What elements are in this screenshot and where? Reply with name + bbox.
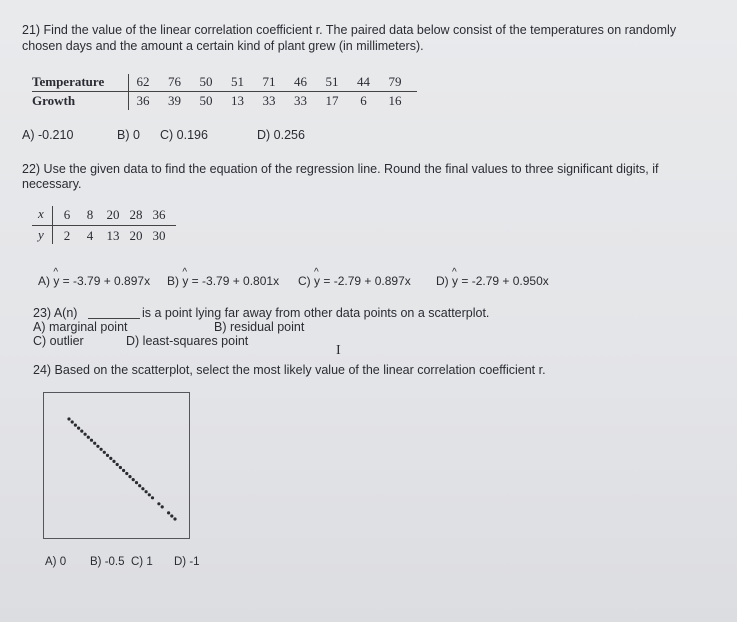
- q21-growth-value: 50: [199, 93, 213, 108]
- q24-choice-b[interactable]: B) -0.5: [90, 556, 125, 568]
- scatter-point: [112, 460, 115, 463]
- scatter-point: [173, 517, 176, 520]
- scatter-point: [128, 475, 131, 478]
- q24-choice-a[interactable]: A) 0: [45, 556, 67, 568]
- q21-growth-value: 33: [262, 93, 276, 108]
- q21-temperature-value: 50: [199, 74, 213, 89]
- q23-prompt-end: is a point lying far away from other data points on a scatterplot.: [142, 306, 490, 320]
- scatter-point: [106, 454, 109, 457]
- q24-prompt: 24) Based on the scatterplot, select the most likely value of the linear correlation coefficient r.: [33, 363, 546, 377]
- q22-choice-c-label: C): [298, 274, 311, 288]
- q24-choice-d[interactable]: D) -1: [174, 556, 200, 568]
- scatter-point: [132, 478, 135, 481]
- q22-choice-a-label: A): [38, 274, 50, 288]
- scatter-point: [125, 472, 128, 475]
- q21-prompt-line2: chosen days and the amount a certain kind of plant grew (in millimeters).: [22, 39, 424, 53]
- scatter-point: [87, 436, 90, 439]
- q22-x-value: 20: [106, 207, 120, 222]
- q22-choice-b-equation: ^ y = -3.79 + 0.801x: [182, 274, 279, 289]
- q21-temperature-value: 51: [325, 74, 339, 89]
- scatter-point: [71, 420, 74, 423]
- scatter-point: [141, 487, 144, 490]
- q21-choice-a[interactable]: A) -0.210: [22, 128, 74, 142]
- q21-growth-value: 39: [168, 93, 181, 108]
- q22-choice-c-equation: ^ y = -2.79 + 0.897x: [314, 274, 411, 289]
- q22-choice-b[interactable]: [167, 274, 279, 289]
- q22-choice-d-label: D): [436, 274, 449, 288]
- q23-prompt-start: 23) A(n): [33, 306, 78, 320]
- q22-x-value: 28: [129, 207, 143, 222]
- q21-choice-d[interactable]: D) 0.256: [257, 128, 305, 142]
- q21-data-table: [32, 74, 417, 114]
- q21-growth-value: 13: [231, 93, 244, 108]
- q22-x-value: 6: [63, 207, 71, 222]
- q22-choice-b-label: B): [167, 274, 179, 288]
- scatter-point: [145, 490, 148, 493]
- scatter-point: [151, 496, 154, 499]
- scatter-point: [84, 433, 87, 436]
- q21-temperature-value: 62: [136, 74, 150, 89]
- q22-x-label: x: [38, 206, 44, 221]
- scatter-point: [93, 442, 96, 445]
- scatter-point: [119, 466, 122, 469]
- q23-answer-blank[interactable]: [88, 318, 140, 319]
- q21-growth-value: 6: [360, 93, 367, 108]
- scatter-point: [100, 448, 103, 451]
- q22-table-divider: [32, 225, 176, 226]
- q22-choice-a-equation: ^ y = -3.79 + 0.897x: [53, 274, 150, 289]
- q21-row-label-growth: Growth: [32, 93, 76, 108]
- q22-choice-a[interactable]: [38, 274, 150, 289]
- q24-scatterplot: [43, 392, 190, 539]
- q21-temperature-value: 51: [231, 74, 244, 89]
- scatter-point: [67, 417, 70, 420]
- scatter-point: [122, 469, 125, 472]
- scatter-point: [77, 427, 80, 430]
- scatter-point: [135, 481, 138, 484]
- q22-y-value: 13: [106, 228, 120, 243]
- q24-scatterplot-svg: [44, 393, 188, 537]
- q21-temperature-value: 46: [294, 74, 307, 89]
- q21-choice-b[interactable]: B) 0: [117, 128, 140, 142]
- scatter-point: [148, 493, 151, 496]
- scatter-point: [74, 424, 77, 427]
- q22-y-value: 20: [129, 228, 143, 243]
- q22-table-vline: [52, 206, 53, 244]
- q21-row-label-temperature: Temperature: [32, 74, 105, 89]
- q21-growth-value: 33: [294, 93, 307, 108]
- scatter-point: [80, 430, 83, 433]
- scatter-point: [161, 505, 164, 508]
- q22-x-value: 8: [86, 207, 94, 222]
- scatter-point: [90, 439, 93, 442]
- q21-temperature-value: 79: [388, 74, 402, 89]
- q22-prompt-line2: necessary.: [22, 177, 82, 191]
- q22-choice-d-equation: ^ y = -2.79 + 0.950x: [452, 274, 549, 289]
- scatter-point: [138, 484, 141, 487]
- q24-scatter-points: [67, 417, 176, 520]
- q24-choice-c[interactable]: C) 1: [131, 556, 153, 568]
- scatter-point: [157, 502, 160, 505]
- q21-table-divider: [32, 91, 417, 92]
- q22-y-label: y: [38, 227, 44, 242]
- q21-temperature-value: 71: [262, 74, 276, 89]
- q21-table-vline: [128, 74, 129, 110]
- scatter-point: [103, 451, 106, 454]
- q22-choice-d[interactable]: [436, 274, 549, 289]
- scatter-point: [170, 514, 173, 517]
- scatter-point: [96, 445, 99, 448]
- q22-data-table: [32, 206, 182, 246]
- q22-y-value: 2: [63, 228, 71, 243]
- q21-growth-value: 36: [136, 93, 150, 108]
- text-cursor-icon: I: [336, 343, 341, 358]
- q22-y-value: 4: [86, 228, 94, 243]
- scatter-point: [167, 511, 170, 514]
- q23-choice-c[interactable]: C) outlier: [33, 334, 84, 348]
- scatter-point: [116, 463, 119, 466]
- q22-choice-c[interactable]: [298, 274, 411, 289]
- q22-x-value: 36: [152, 207, 166, 222]
- q21-temperature-value: 76: [168, 74, 181, 89]
- q21-growth-value: 17: [325, 93, 339, 108]
- q22-y-value: 30: [152, 228, 166, 243]
- q23-choice-b[interactable]: B) residual point: [214, 320, 305, 334]
- q21-prompt-line1: 21) Find the value of the linear correlation coefficient r. The paired data below consist of the temperatures on randomly: [22, 23, 677, 37]
- q23-choice-a[interactable]: A) marginal point: [33, 320, 128, 334]
- q22-prompt-line1: 22) Use the given data to find the equation of the regression line. Round the final values to three significant digits, if: [22, 162, 659, 176]
- q21-growth-value: 16: [388, 93, 402, 108]
- scatter-point: [109, 457, 112, 460]
- q23-choice-d[interactable]: D) least-squares point: [126, 334, 249, 348]
- q21-temperature-value: 44: [357, 74, 370, 89]
- q21-choice-c[interactable]: C) 0.196: [160, 128, 208, 142]
